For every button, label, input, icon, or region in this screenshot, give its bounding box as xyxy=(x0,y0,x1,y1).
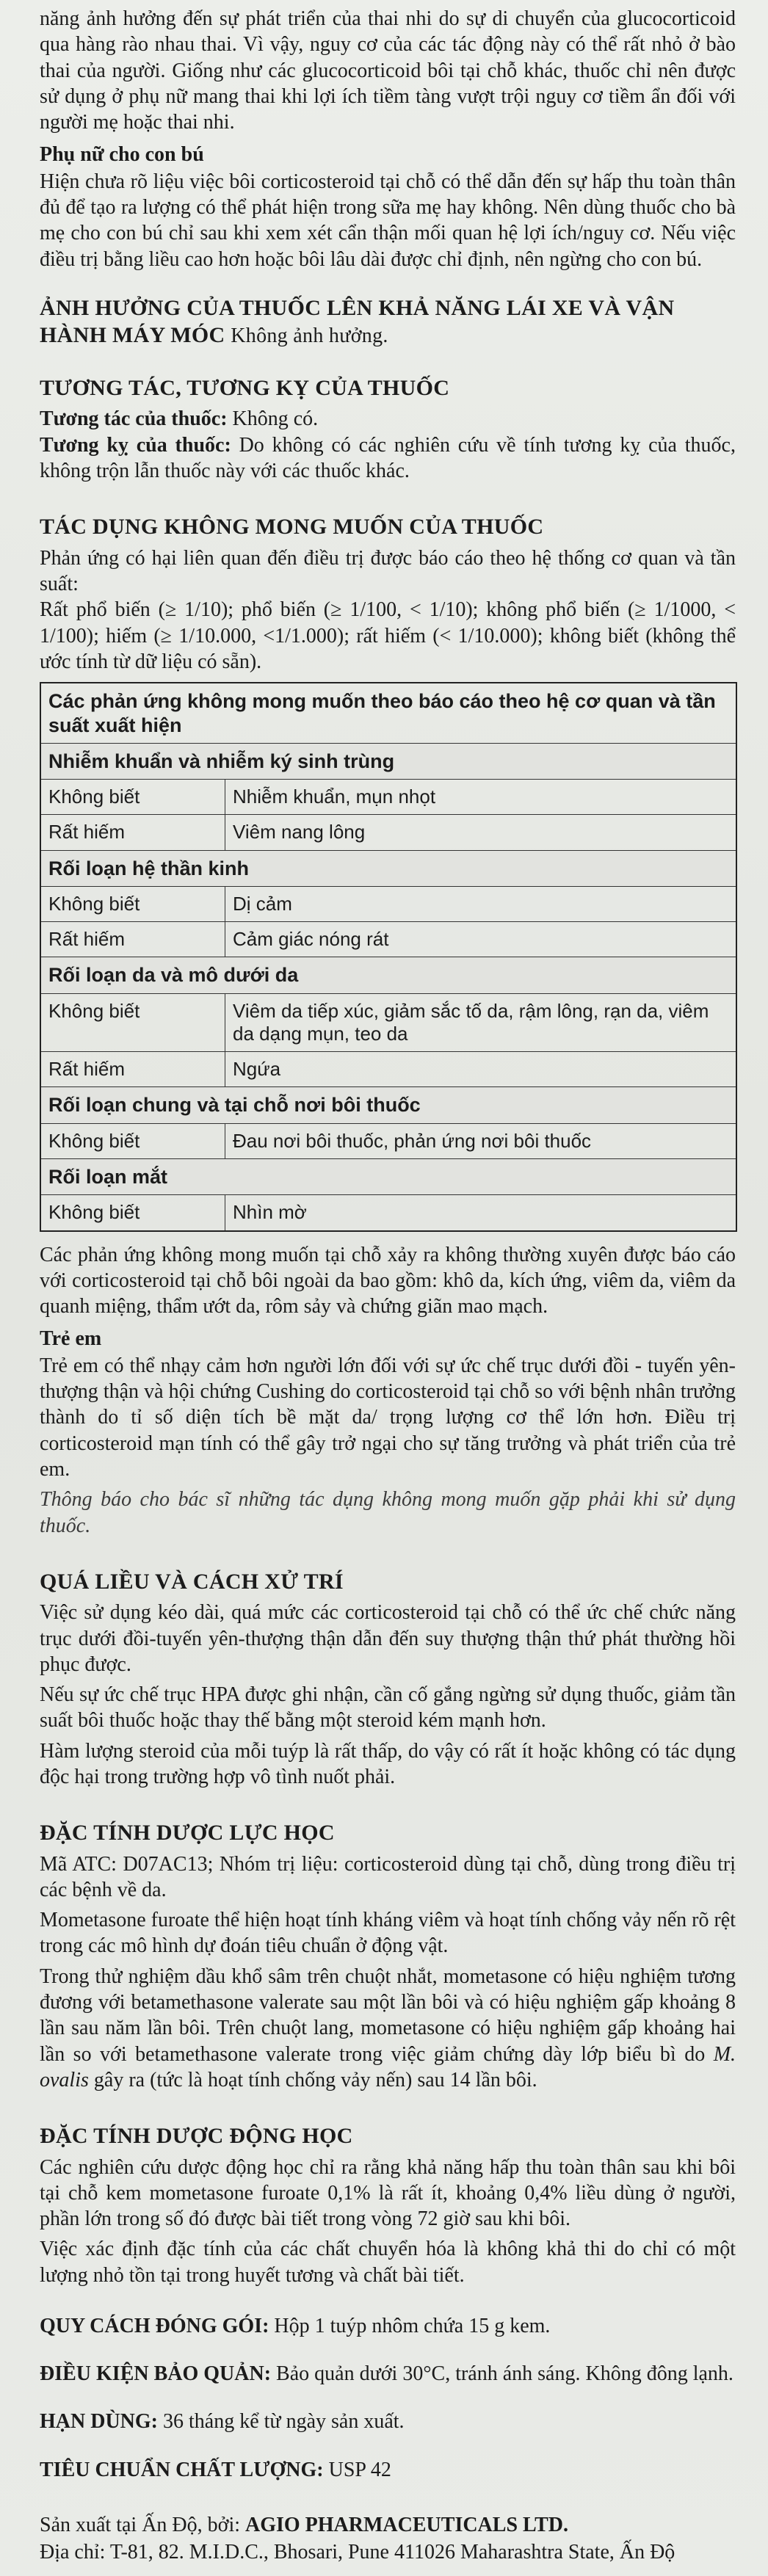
quality-standard-text: USP 42 xyxy=(328,2458,391,2481)
organ-system-name: Rối loạn da và mô dưới da xyxy=(40,957,736,993)
driving-heading xyxy=(40,294,736,349)
shelf-life-line xyxy=(40,2409,736,2434)
manufacturer-block xyxy=(40,2512,736,2566)
effect-cell: Cảm giác nóng rát xyxy=(225,922,737,957)
storage-line xyxy=(40,2361,736,2387)
table-title-row xyxy=(40,683,736,743)
table-group-row xyxy=(40,743,736,779)
frequency-cell: Rất hiếm xyxy=(40,815,225,850)
table-row xyxy=(40,922,736,957)
table-title: Các phản ứng không mong muốn theo báo cáo theo hệ cơ quan và tần suất xuất hiện xyxy=(40,683,736,743)
interaction-line xyxy=(40,406,736,432)
frequency-cell: Rất hiếm xyxy=(40,922,225,957)
overdose-heading: QUÁ LIỀU VÀ CÁCH XỬ TRÍ xyxy=(40,1569,344,1594)
storage-text: Bảo quản dưới 30°C, tránh ánh sáng. Không đông lạnh. xyxy=(276,2362,733,2386)
pregnancy-text: năng ảnh hưởng đến sự phát triển của thai nhi do sự di chuyển của glucocorticoid qua hàng rào nhau thai. Vì vậy, nguy cơ của các tác động này có thể rất nhỏ ở bào thai của người. Giống như các glucocorticoid bôi tại chỗ khác, thuốc chỉ nên được sử dụng ở phụ nữ mang thai khi lợi ích tiềm tàng vượt trội nguy cơ tiềm ẩn đối với người mẹ hoặc thai nhi. xyxy=(40,7,736,134)
incompatibility-label: Tương kỵ của thuốc: xyxy=(40,433,231,457)
pharmacodynamics-text-3-end: gây ra (tức là hoạt tính chống vảy nến) sau 14 lần bôi. xyxy=(93,2068,537,2091)
pharmacodynamics-text-2: Mometasone furoate thể hiện hoạt tính kháng viêm và hoạt tính chống vảy nến rõ rệt trong các mô hình dự đoán tiêu chuẩn ở động vật. xyxy=(40,1909,736,1958)
overdose-text-2: Nếu sự ức chế trục HPA được ghi nhận, cần cố gắng ngừng sử dụng thuốc, giảm tần suất bôi thuốc hoặc thay thế bằng một steroid kém mạnh hơn. xyxy=(40,1683,736,1733)
interactions-heading: TƯƠNG TÁC, TƯƠNG KỴ CỦA THUỐC xyxy=(40,375,450,400)
table-group-row xyxy=(40,1158,736,1194)
packaging-text: Hộp 1 tuýp nhôm chứa 15 g kem. xyxy=(274,2314,551,2337)
pharmacodynamics-heading: ĐẶC TÍNH DƯỢC LỰC HỌC xyxy=(40,1821,335,1846)
table-row xyxy=(40,993,736,1051)
pharmacokinetics-heading: ĐẶC TÍNH DƯỢC ĐỘNG HỌC xyxy=(40,2124,353,2149)
manufacturer-prefix: Sản xuất tại Ấn Độ, bởi: xyxy=(40,2513,240,2536)
table-group-row xyxy=(40,957,736,993)
interaction-label: Tương tác của thuốc: xyxy=(40,407,228,431)
table-row xyxy=(40,887,736,922)
organ-system-name: Nhiễm khuẩn và nhiễm ký sinh trùng xyxy=(40,743,736,779)
effect-cell: Viêm da tiếp xúc, giảm sắc tố da, rậm lông, rạn da, viêm da dạng mụn, teo da xyxy=(225,993,737,1051)
organ-system-name: Rối loạn hệ thần kinh xyxy=(40,850,736,886)
adverse-frequency: Rất phổ biến (≥ 1/10); phổ biến (≥ 1/100, < 1/10); không phổ biến (≥ 1/1000, < 1/100); hiếm (≥ 1/10.000, <1/1.000); rất hiếm (< 1/10.000); không biết (không thể ước tính từ dữ liệu có sẵn). xyxy=(40,598,736,673)
effect-cell: Viêm nang lông xyxy=(225,815,737,850)
incompatibility-text: Do không có các nghiên cứu về tính tương kỵ của thuốc, không trộn lẫn thuốc này với các thuốc khác. xyxy=(40,433,736,483)
table-row xyxy=(40,1052,736,1087)
pharmacodynamics-text-1: Mã ATC: D07AC13; Nhóm trị liệu: corticosteroid dùng tại chỗ, dùng trong điều trị các bệnh về da. xyxy=(40,1852,736,1901)
adverse-effects-table xyxy=(40,682,737,1231)
adverse-heading: TÁC DỤNG KHÔNG MONG MUỐN CỦA THUỐC xyxy=(40,515,544,540)
effect-cell: Ngứa xyxy=(225,1052,737,1087)
packaging-line xyxy=(40,2313,736,2339)
frequency-cell: Rất hiếm xyxy=(40,1052,225,1087)
local-reactions-text: Các phản ứng không mong muốn tại chỗ xảy ra không thường xuyên được báo cáo với corticosteroid tại chỗ bôi ngoài da bao gồm: khô da, kích ứng, viêm da, viêm da quanh miệng, thẩm ướt da, rôm sảy và chứng giãn mao mạch. xyxy=(40,1243,736,1318)
pharmacodynamics-text-3 xyxy=(40,1964,736,2093)
effect-cell: Nhìn mờ xyxy=(225,1195,737,1231)
table-row xyxy=(40,1123,736,1158)
driving-text: Không ảnh hưởng. xyxy=(231,324,388,348)
frequency-cell: Không biết xyxy=(40,780,225,815)
packaging-label: QUY CÁCH ĐÓNG GÓI: xyxy=(40,2314,269,2337)
storage-label: ĐIỀU KIỆN BẢO QUẢN: xyxy=(40,2362,272,2386)
incompatibility-line xyxy=(40,432,736,485)
organ-system-name: Rối loạn mắt xyxy=(40,1158,736,1194)
pharmacokinetics-text-2: Việc xác định đặc tính của các chất chuyển hóa là không khả thi do chỉ có một lượng nhỏ tồn tại trong huyết tương và chất bài tiết. xyxy=(40,2238,736,2287)
children-heading: Trẻ em xyxy=(40,1327,102,1351)
organ-system-name: Rối loạn chung và tại chỗ nơi bôi thuốc xyxy=(40,1087,736,1123)
frequency-cell: Không biết xyxy=(40,993,225,1051)
quality-standard-label: TIÊU CHUẨN CHẤT LƯỢNG: xyxy=(40,2458,324,2481)
pharmacokinetics-text-1: Các nghiên cứu dược động học chỉ ra rằng khả năng hấp thu toàn thân sau khi bôi tại chỗ kem mometasone furoate 0,1% là rất ít, khoảng 0,4% liều dùng ở người, phần lớn trong số đó được bài tiết trong vòng 72 giờ sau khi bôi. xyxy=(40,2155,736,2231)
table-group-row xyxy=(40,850,736,886)
frequency-cell: Không biết xyxy=(40,1123,225,1158)
manufacturer-line xyxy=(40,2512,736,2538)
pharmacodynamics-text-3-main: Trong thử nghiệm dầu khổ sâm trên chuột nhắt, mometasone có hiệu nghiệm tương đương với betamethasone valerate sau một lần bôi và có hiệu nghiệm gấp khoảng 8 lần sau năm lần bôi. Trên chuột lang, mometasone có hiệu nghiệm gấp khoảng hai lần so với betamethasone valerate trong việc giảm chứng dày lớp biểu bì do xyxy=(40,1964,736,2066)
quality-standard-line xyxy=(40,2457,736,2483)
adverse-intro: Phản ứng có hại liên quan đến điều trị được báo cáo theo hệ thống cơ quan và tần suất: xyxy=(40,546,736,596)
species-name: M. ovalis xyxy=(40,2042,736,2091)
breastfeeding-text: Hiện chưa rõ liệu việc bôi corticosteroid tại chỗ có thể dẫn đến sự hấp thu toàn thân đủ để tạo ra lượng có thể phát hiện trong sữa mẹ hay không. Nên dùng thuốc cho bà mẹ cho con bú chỉ sau khi xem xét cẩn thận mối quan hệ lợi ích/nguy cơ. Nếu việc điều trị bằng liều cao hơn hoặc bôi lâu dài được chỉ định, nên ngừng cho con bú. xyxy=(40,170,736,271)
shelf-life-label: HẠN DÙNG: xyxy=(40,2410,158,2434)
overdose-text-3: Hàm lượng steroid của mỗi tuýp là rất thấp, do vậy có rất ít hoặc không có tác dụng độc hại trong trường hợp vô tình nuốt phải. xyxy=(40,1739,736,1788)
interaction-text: Không có. xyxy=(232,407,319,431)
children-text: Trẻ em có thể nhạy cảm hơn người lớn đối với sự ức chế trục dưới đồi - tuyến yên- thượng thận và hội chứng Cushing do corticosteroid tại chỗ so với bệnh nhân trưởng thành do tỉ số diện tích bề mặt da/ trọng lượng cơ thể lớn hơn. Điều trị corticosteroid mạn tính có thể gây trở ngại cho sự tăng trưởng và phát triển của trẻ em. xyxy=(40,1354,736,1481)
effect-cell: Nhiễm khuẩn, mụn nhọt xyxy=(225,780,737,815)
frequency-cell: Không biết xyxy=(40,1195,225,1231)
manufacturer-address: Địa chỉ: T-81, 82. M.I.D.C., Bhosari, Pune 411026 Maharashtra State, Ấn Độ xyxy=(40,2541,675,2564)
table-row xyxy=(40,1195,736,1231)
table-row xyxy=(40,815,736,850)
overdose-text-1: Việc sử dụng kéo dài, quá mức các corticosteroid tại chỗ có thể ức chế chức năng trục dưới đồi-tuyến yên-thượng thận dẫn đến suy thượng thận thứ phát thường hồi phục được. xyxy=(40,1601,736,1676)
table-group-row xyxy=(40,1087,736,1123)
effect-cell: Đau nơi bôi thuốc, phản ứng nơi bôi thuốc xyxy=(225,1123,737,1158)
table-row xyxy=(40,780,736,815)
manufacturer-name: AGIO PHARMACEUTICALS LTD. xyxy=(245,2513,569,2536)
shelf-life-text: 36 tháng kể từ ngày sản xuất. xyxy=(163,2410,405,2434)
driving-title: ẢNH HƯỞNG CỦA THUỐC LÊN KHẢ NĂNG LÁI XE VÀ VẬN HÀNH MÁY MÓC xyxy=(40,295,675,348)
effect-cell: Dị cảm xyxy=(225,887,737,922)
breastfeeding-heading: Phụ nữ cho con bú xyxy=(40,143,204,167)
notify-doctor-text: Thông báo cho bác sĩ những tác dụng không mong muốn gặp phải khi sử dụng thuốc. xyxy=(40,1488,736,1537)
frequency-cell: Không biết xyxy=(40,887,225,922)
